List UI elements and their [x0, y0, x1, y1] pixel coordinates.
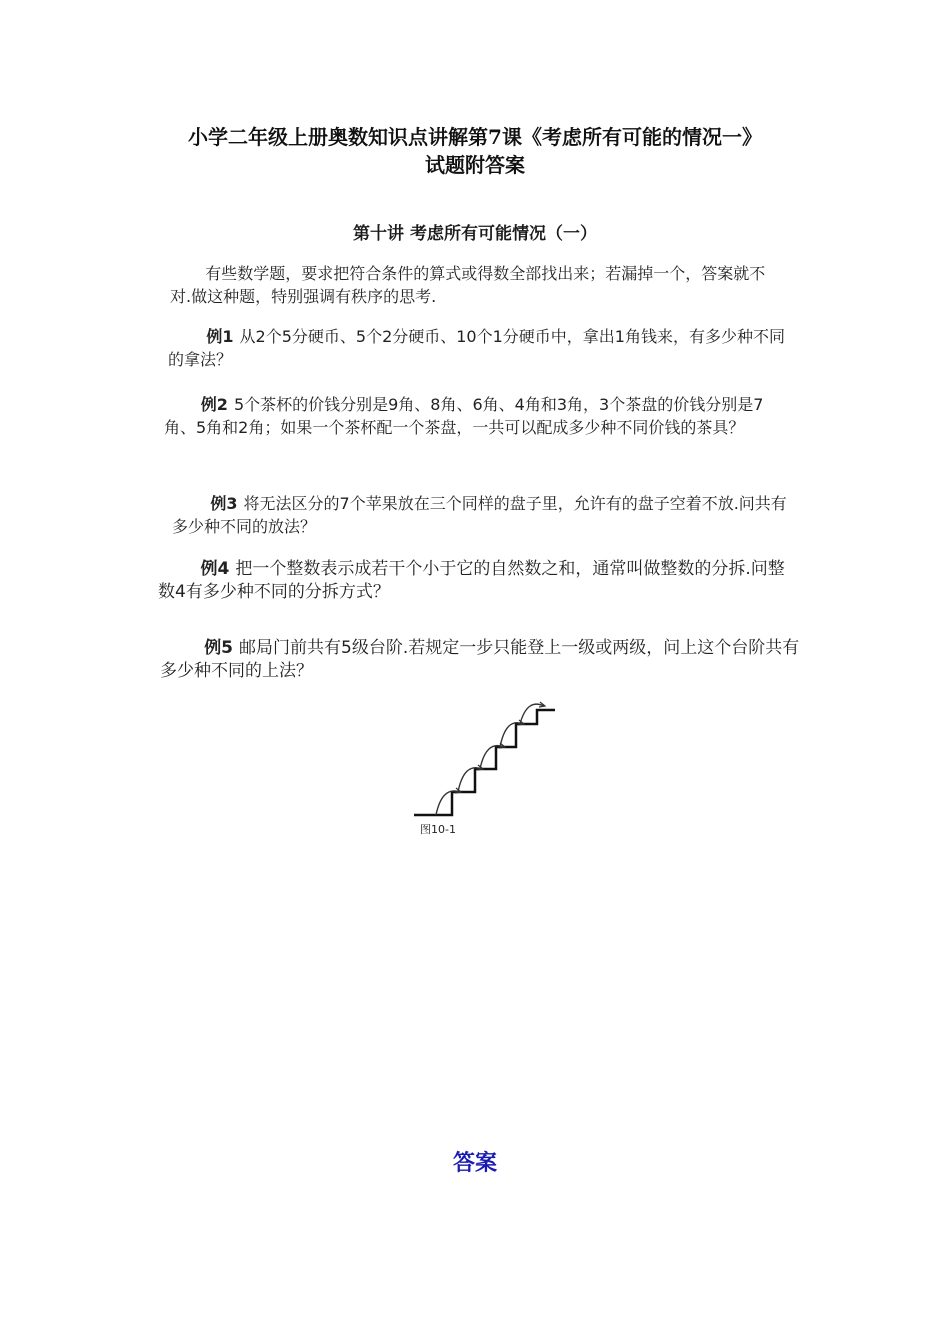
example-4-text: 把一个整数表示成若干个小于它的自然数之和，通常叫做整数的分拆.问整数4有多少种不同的分拆方式？ — [158, 559, 785, 602]
step-arc-1 — [436, 791, 460, 815]
figure-caption: 图10-1 — [420, 823, 456, 836]
example-2-label: 例2 — [200, 395, 228, 414]
example-3 — [172, 492, 794, 538]
step-arc-4 — [500, 723, 523, 747]
staircase-steps — [414, 710, 555, 815]
example-3-text: 将无法区分的7个苹果放在三个同样的盘子里，允许有的盘子空着不放.问共有多少种不同的放法？ — [172, 494, 787, 536]
step-arc-2 — [458, 768, 482, 792]
example-1 — [168, 325, 788, 371]
example-1-text: 从2个5分硬币、5个2分硬币、10个1分硬币中，拿出1角钱来，有多少种不同的拿法？ — [168, 327, 785, 369]
example-4-label: 例4 — [200, 559, 230, 579]
lecture-title: 第十讲 考虑所有可能情况（一） — [353, 224, 597, 244]
staircase-figure — [410, 700, 560, 840]
example-2 — [164, 393, 792, 439]
example-3-label: 例3 — [210, 494, 238, 513]
document-title-line-2: 试题附答案 — [425, 153, 525, 177]
example-5-text: 邮局门前共有5级台阶.若规定一步只能登上一级或两级，问上这个台阶共有多少种不同的上法？ — [160, 638, 800, 681]
step-arc-3 — [480, 746, 504, 769]
example-2-text: 5个茶杯的价钱分别是9角、8角、6角、4角和3角，3个茶盘的价钱分别是7角、5角和2角；如果一个茶杯配一个茶盘，一共可以配成多少种不同价钱的茶具？ — [164, 395, 764, 437]
intro-paragraph: 有些数学题，要求把符合条件的算式或得数全部找出来；若漏掉一个，答案就不对.做这种题，特别强调有秩序的思考. — [170, 264, 766, 306]
example-4 — [158, 558, 800, 604]
document-title-line-1: 小学二年级上册奥数知识点讲解第7课《考虑所有可能的情况一》 — [188, 125, 762, 149]
example-1-label: 例1 — [206, 327, 234, 346]
answer-heading: 答案 — [452, 1151, 497, 1176]
example-5-label: 例5 — [204, 638, 234, 658]
example-5 — [160, 637, 802, 683]
